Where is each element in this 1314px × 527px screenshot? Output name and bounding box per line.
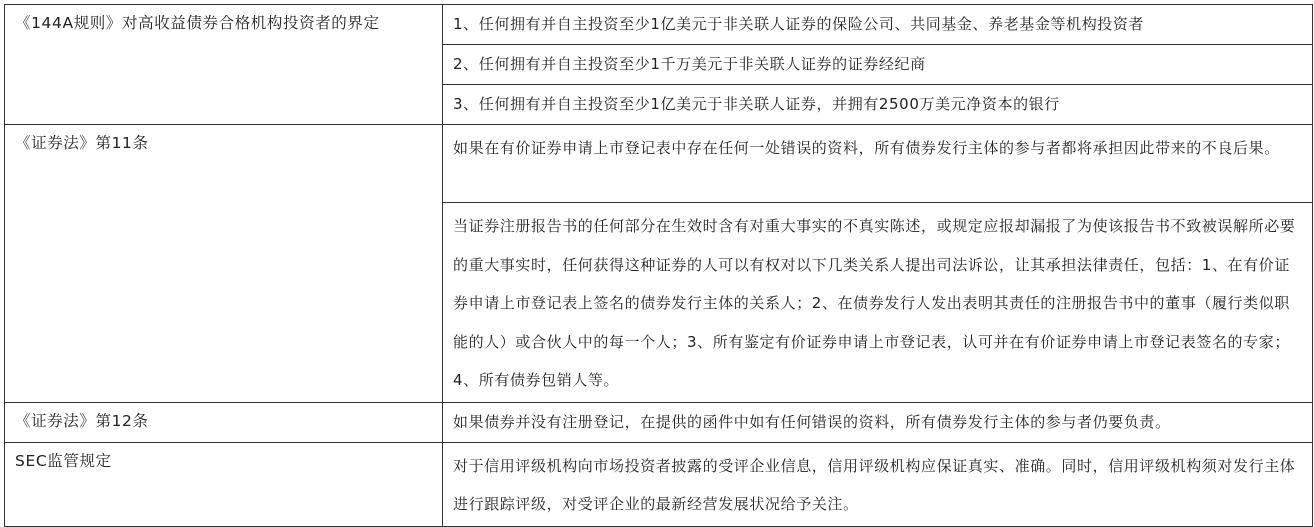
- row-value: 如果在有价证券申请上市登记表中存在任何一处错误的资料，所有债券发行主体的参与者都将承担因此带来的不良后果。: [443, 125, 1313, 203]
- table-row: [5, 402, 1313, 442]
- row-key-securities-act-11: 《证券法》第11条: [5, 125, 443, 403]
- regulation-table: [4, 4, 1313, 527]
- row-value: 如果债券并没有注册登记，在提供的函件中如有任何错误的资料，所有债券发行主体的参与者仍要负责。: [443, 402, 1313, 442]
- table-row: [5, 442, 1313, 526]
- row-key-securities-act-12: 《证券法》第12条: [5, 402, 443, 442]
- row-value: 对于信用评级机构向市场投资者披露的受评企业信息，信用评级机构应保证真实、准确。同时，信用评级机构须对发行主体进行跟踪评级，对受评企业的最新经营发展状况给予关注。: [443, 442, 1313, 526]
- row-value: 当证券注册报告书的任何部分在生效时含有对重大事实的不真实陈述，或规定应报却漏报了为使该报告书不致被误解所必要的重大事实时，任何获得这种证券的人可以有权对以下几类关系人提出司法诉讼，让其承担法律责任，包括：1、在有价证券申请上市登记表上签名的债券发行主体的关系人；2、在债券发行人发出表明其责任的注册报告书中的董事（履行类似职能的人）或合伙人中的每一个人；3、所有鉴定有价证券申请上市登记表，认可并在有价证券申请上市登记表签名的专家；4、所有债券包销人等。: [443, 203, 1313, 403]
- row-value: 3、任何拥有并自主投资至少1亿美元于非关联人证券，并拥有2500万美元净资本的银行: [443, 85, 1313, 125]
- row-key-rule-144a: 《144A规则》对高收益债券合格机构投资者的界定: [5, 5, 443, 125]
- table-row: [5, 125, 1313, 203]
- row-value: 2、任何拥有并自主投资至少1千万美元于非关联人证券的证券经纪商: [443, 45, 1313, 85]
- row-value: 1、任何拥有并自主投资至少1亿美元于非关联人证券的保险公司、共同基金、养老基金等机构投资者: [443, 5, 1313, 45]
- table-row: [5, 5, 1313, 45]
- row-key-sec-rules: SEC监管规定: [5, 442, 443, 526]
